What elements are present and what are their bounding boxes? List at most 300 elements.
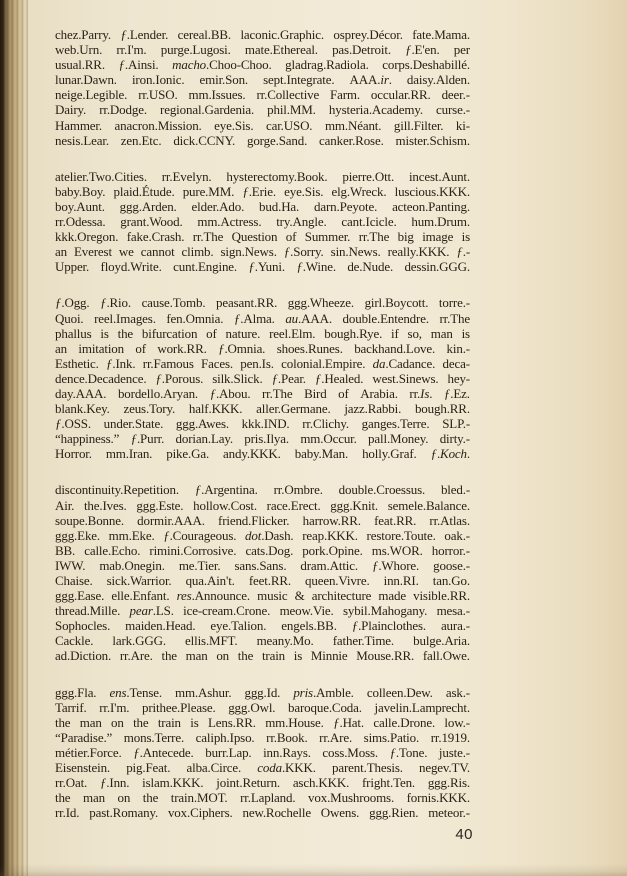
word: ƒ.-: [456, 244, 470, 260]
word: Minnie: [310, 648, 348, 664]
word: pierre.Ott.: [342, 168, 395, 184]
word: zen.Etc.: [120, 132, 162, 148]
word: ƒ.Rio.: [100, 295, 131, 311]
text-line: [55, 805, 470, 820]
word: sims.Patio.: [363, 729, 420, 745]
word: mm.Eke.: [108, 527, 155, 543]
word: eye.Talion.: [210, 618, 267, 634]
word: ƒ.Lender.: [120, 27, 169, 42]
word: restore.Toute.: [366, 527, 436, 543]
word: &: [294, 588, 305, 604]
word: rimini.Corrosive.: [149, 542, 237, 558]
word: thread.Mille.: [55, 603, 121, 619]
page-number: 40: [455, 826, 473, 843]
word: neige.Legible.: [55, 87, 128, 103]
word: Question: [231, 229, 278, 245]
word: the: [161, 648, 177, 664]
text-line: [55, 326, 470, 341]
word: meany.Mo.: [256, 633, 314, 649]
word: rr.Atlas.: [429, 512, 470, 528]
text-line: [55, 573, 470, 588]
word: ice-cream.Crone.: [183, 603, 271, 619]
word: horror.-: [431, 542, 470, 558]
word: ƒ.E'en.: [405, 42, 440, 58]
word: ganges.Terre.: [361, 416, 430, 432]
word: BB.: [55, 542, 76, 558]
word: ƒ.Whore.: [371, 557, 420, 573]
text-line: [55, 790, 470, 805]
word: silk.Slick.: [212, 370, 263, 386]
word: hollow.Cost.: [193, 497, 257, 513]
word: the.Ives.: [83, 497, 127, 513]
word: juste.-: [438, 744, 470, 760]
word: vox.Ciphers.: [167, 805, 233, 821]
word: the: [142, 790, 159, 806]
word: soupe.Bonne.: [55, 512, 124, 528]
word: double.Entendre.: [342, 310, 429, 326]
word: on: [111, 714, 124, 730]
word: is: [461, 229, 470, 245]
word: Esthetic.: [55, 355, 99, 371]
word: train.MOT.: [170, 790, 228, 806]
word: mab.Onegin.: [99, 557, 165, 573]
word: Everest: [73, 244, 112, 260]
word: rr.Id.: [55, 805, 80, 821]
word: rr.Is.: [409, 385, 433, 401]
word: ggg.Fla.: [55, 684, 97, 700]
word: rr.The: [192, 229, 224, 245]
word: hey-: [447, 370, 470, 386]
word: ƒ.Plainclothes.: [351, 618, 427, 634]
word: IWW.: [55, 557, 86, 573]
word: peasant.RR.: [216, 295, 278, 311]
word: Hammer.: [55, 117, 102, 133]
text-line: [55, 558, 470, 573]
word: on: [117, 790, 131, 806]
word: elle.Enfant.: [111, 588, 170, 604]
text-line: [55, 371, 470, 386]
word: dence.Decadence.: [55, 370, 147, 386]
word: work.RR.: [157, 340, 207, 356]
word: cats.Dog.: [245, 542, 294, 558]
word: mm.Actress.: [197, 214, 262, 230]
text-line: [55, 760, 470, 775]
word: ƒ.Purr.: [130, 431, 165, 447]
word: dormir.AAA.: [137, 512, 205, 528]
word: on: [216, 648, 230, 664]
word: ƒ.Ogg.: [55, 295, 90, 311]
word: fate.Mama.: [412, 27, 470, 42]
word: acteon.Panting.: [392, 198, 470, 214]
word: meow.Vie.: [279, 603, 334, 619]
word: bifurcation: [141, 325, 198, 341]
word: ƒ.Antecede.: [133, 744, 194, 760]
word: mister.Schism.: [395, 132, 470, 148]
word: rr.I'm.: [116, 42, 147, 58]
text-line: [55, 730, 470, 745]
word: try.Angle.: [276, 214, 327, 230]
word: macho.Choo-Choo.: [172, 57, 272, 73]
word: mm.Néant.: [324, 117, 382, 133]
text-line: [55, 244, 470, 259]
word: reap.KKK.: [302, 527, 358, 543]
word: nesis.Lear.: [55, 132, 109, 148]
word: calle.Echo.: [84, 542, 141, 558]
word: friend.Flicker.: [218, 512, 290, 528]
word: da.Cadance.: [372, 355, 436, 371]
word: rr.Famous: [142, 355, 194, 371]
word: Chaise.: [55, 573, 93, 588]
word: prithee.Please.: [142, 699, 216, 715]
word: pear.LS.: [129, 603, 174, 619]
word: visible.RR.: [413, 588, 470, 604]
word: semele.Balance.: [387, 497, 470, 513]
word: Air.: [55, 497, 75, 513]
word: kin.-: [446, 340, 470, 356]
word: ggg.Eke.: [55, 527, 101, 543]
word: an: [55, 340, 67, 356]
word: mate.Ethereal.: [244, 42, 318, 58]
word: chez.Parry.: [55, 27, 111, 42]
word: the: [55, 714, 71, 730]
word: deca-: [442, 355, 470, 371]
word: rr.I'm.: [99, 699, 130, 715]
word: AAA.ir.: [349, 72, 392, 88]
word: ƒ.Ink.: [106, 355, 136, 371]
word: under.State.: [103, 416, 164, 432]
word: pris.Ilya.: [244, 431, 289, 447]
word: dick.CCNY.: [173, 132, 236, 148]
word: ƒ.Tone.: [389, 744, 428, 760]
word: daisy.Alden.: [406, 72, 470, 88]
text-line: [55, 775, 470, 790]
word: res.Announce.: [176, 588, 251, 604]
word: sept.Integrate.: [263, 72, 335, 88]
word: low.-: [444, 714, 470, 730]
word: Quoi.: [55, 310, 84, 326]
paragraph: [55, 295, 470, 461]
word: rr.Are.: [319, 729, 353, 745]
word: half.KKK.: [188, 401, 243, 417]
word: baroque.Coda.: [288, 699, 362, 715]
word: nature.: [225, 325, 261, 341]
word: fright.Ten.: [362, 775, 416, 791]
word: Eisenstein.: [55, 760, 111, 776]
word: reel.Images.: [94, 310, 156, 326]
word: eye.Sis.: [214, 117, 254, 133]
word: fake.Crash.: [126, 229, 185, 245]
word: man: [83, 790, 105, 806]
word: ask.-: [445, 684, 470, 700]
word: darn.Peyote.: [314, 198, 378, 214]
word: we: [118, 244, 134, 260]
word: architecture: [311, 588, 372, 604]
word: hum.Drum.: [411, 214, 470, 230]
word: joint.Return.: [216, 775, 281, 791]
word: grant.Wood.: [120, 214, 183, 230]
word: ms.WOR.: [371, 542, 423, 558]
word: mm.Issues.: [188, 87, 246, 103]
word: aura.-: [440, 618, 470, 634]
word: reel.Elm.: [269, 325, 316, 341]
word: cereal.BB.: [177, 27, 231, 42]
word: Bird: [304, 385, 327, 401]
text-line: [55, 431, 470, 446]
word: dorian.Lay.: [175, 431, 233, 447]
word: fall.Owe.: [422, 648, 470, 664]
word: mons.Terre.: [123, 729, 185, 745]
word: inn.Rays.: [263, 744, 311, 760]
word: coss.Moss.: [322, 744, 378, 760]
word: of: [285, 229, 297, 245]
word: man: [185, 648, 208, 664]
word: ki-: [455, 117, 470, 133]
word: de.Nude.: [347, 259, 394, 275]
word: iron.Ionic.: [131, 72, 185, 88]
word: calle.Drone.: [373, 714, 436, 730]
word: cause.Tomb.: [141, 295, 206, 311]
word: regional.Gardenia.: [160, 102, 255, 118]
word: ƒ.Porous.: [155, 370, 204, 386]
word: purge.Lugosi.: [160, 42, 231, 58]
word: ƒ.Wine.: [296, 259, 336, 275]
word: caliph.Ipso.: [195, 729, 255, 745]
word: canker.Rose.: [319, 132, 384, 148]
word: rr.Are.: [119, 648, 153, 664]
word: bled.-: [440, 482, 470, 498]
word: incest.Aunt.: [408, 168, 470, 184]
word: ggg.Este.: [136, 497, 184, 513]
book-binding: [2, 0, 28, 876]
word: corps.Deshabillé.: [382, 57, 470, 73]
word: eye.Sis.: [284, 183, 324, 199]
word: cunt.Engine.: [173, 259, 238, 275]
word: curse.-: [436, 102, 470, 118]
word: ellis.MFT.: [185, 633, 238, 649]
text-line: [55, 27, 470, 42]
word: métier.Force.: [55, 744, 122, 760]
word: elg.Wreck.: [331, 183, 387, 199]
word: anacron.Mission.: [114, 117, 202, 133]
word: occular.RR.: [370, 87, 431, 103]
word: sin.News.: [330, 244, 381, 260]
word: alba.Circe.: [186, 760, 242, 776]
word: ƒ.Hat.: [333, 714, 364, 730]
text-line: [55, 57, 470, 72]
word: bordello.Aryan.: [117, 385, 199, 401]
word: burr.Lap.: [205, 744, 252, 760]
word: islam.KKK.: [142, 775, 204, 791]
word: bulge.Aria.: [413, 633, 470, 649]
word: ƒ.Ainsi.: [118, 57, 159, 73]
word: gladrag.Radiola.: [285, 57, 369, 73]
text-line: [55, 498, 470, 513]
word: Horror.: [55, 446, 92, 462]
word: andy.KKK.: [223, 446, 281, 462]
word: the: [55, 790, 71, 806]
word: atelier.Two.Cities.: [55, 168, 147, 184]
word: of: [135, 340, 146, 356]
word: past.Romany.: [89, 805, 159, 821]
word: ƒ.Erie.: [242, 183, 276, 199]
word: Upper.: [55, 259, 90, 275]
word: dirty.-: [439, 431, 470, 447]
word: ƒ.Ez.: [443, 385, 470, 401]
word: parent.Thesis.: [332, 760, 403, 776]
word: climb.: [181, 244, 214, 260]
word: the: [117, 325, 134, 341]
word: plaid.Étude.: [113, 183, 175, 199]
text-line: [55, 184, 470, 199]
word: deer.-: [441, 87, 470, 103]
word: me.Tier.: [178, 557, 221, 573]
text-line: [55, 229, 470, 244]
word: Owens.: [320, 805, 360, 821]
word: lunar.Dawn.: [55, 72, 117, 88]
word: ggg.Rien.: [369, 805, 419, 821]
word: web.Urn.: [55, 42, 103, 58]
word: harrow.RR.: [302, 512, 361, 528]
word: ggg.Ease.: [55, 588, 105, 604]
word: ggg.Arden.: [119, 198, 177, 214]
word: discontinuity.Repetition.: [55, 482, 179, 498]
word: music: [257, 588, 288, 604]
text-line: [55, 513, 470, 528]
word: mm.Occur.: [300, 431, 357, 447]
text-line: [55, 528, 470, 543]
text-line: [55, 482, 470, 497]
word: double.Croessus.: [338, 482, 426, 498]
text-line: [55, 416, 470, 431]
word: ggg.Owl.: [228, 699, 276, 715]
word: hysterectomy.Book.: [226, 168, 328, 184]
word: ƒ.Sorry.: [283, 244, 324, 260]
word: bough.RR.: [414, 401, 470, 417]
word: feat.RR.: [374, 512, 417, 528]
word: mm.Iran.: [105, 446, 153, 462]
word: rr.Clichy.: [302, 416, 349, 432]
word: Farm.: [330, 87, 360, 103]
word: ƒ.Pear.: [271, 370, 306, 386]
word: gill.Filter.: [393, 117, 444, 133]
word: pig.Feat.: [126, 760, 171, 776]
word: Lens.RR.: [207, 714, 256, 730]
text-line: [55, 356, 470, 371]
word: dessin.GGG.: [404, 259, 470, 275]
word: rr.The: [262, 385, 293, 401]
word: ad.Diction.: [55, 648, 112, 664]
word: zeus.Tory.: [123, 401, 176, 417]
word: colonial.Empire.: [281, 355, 366, 371]
word: coda.KKK.: [257, 760, 316, 776]
paragraph: [55, 169, 470, 275]
word: the: [237, 648, 254, 664]
word: qua.Ain't.: [185, 573, 235, 588]
word: train: [157, 714, 181, 730]
text-line: [55, 700, 470, 715]
word: backhand.Love.: [354, 340, 436, 356]
word: Sophocles.: [55, 618, 111, 634]
word: Arabia.: [360, 385, 398, 401]
word: is: [293, 648, 303, 664]
text-line: [55, 648, 470, 663]
word: rr.The: [439, 310, 470, 326]
word: negev.TV.: [418, 760, 470, 776]
word: vox.Mushrooms.: [308, 790, 395, 806]
word: rr.USO.: [138, 87, 178, 103]
word: laconic.Graphic.: [240, 27, 324, 42]
text-line: [55, 618, 470, 633]
word: image: [422, 229, 454, 245]
word: rr.Ombre.: [273, 482, 323, 498]
word: jazz.Rabbi.: [344, 401, 402, 417]
word: gorge.Sand.: [246, 132, 308, 148]
word: ƒ.Argentina.: [194, 482, 258, 498]
text-line: [55, 214, 470, 229]
word: if: [391, 325, 399, 341]
word: Tarrif.: [55, 699, 87, 715]
word: queen.Vivre.: [305, 573, 370, 588]
word: west.Sinews.: [372, 370, 439, 386]
word: Summer.: [304, 229, 351, 245]
word: ƒ.Healed.: [314, 370, 364, 386]
text-block: [55, 27, 470, 820]
word: boy.Aunt.: [55, 198, 105, 214]
word: torre.-: [438, 295, 470, 311]
text-line: [55, 633, 470, 648]
word: goose.-: [433, 557, 470, 573]
word: ƒ.Yuni.: [248, 259, 285, 275]
text-line: [55, 311, 470, 326]
word: ƒ.Abou.: [209, 385, 251, 401]
word: ggg.Ris.: [427, 775, 470, 791]
word: man: [430, 325, 453, 341]
word: fornis.KKK.: [406, 790, 470, 806]
word: ƒ.OSS.: [55, 416, 91, 432]
text-line: [55, 685, 470, 700]
text-line: [55, 72, 470, 87]
word: elder.Ado.: [191, 198, 245, 214]
word: ggg.Awes.: [175, 416, 229, 432]
word: shoes.Runes.: [276, 340, 343, 356]
word: father.Time.: [332, 633, 395, 649]
word: meteor.-: [428, 805, 470, 821]
paragraph: [55, 27, 470, 148]
word: blank.Key.: [55, 401, 110, 417]
text-line: [55, 102, 470, 117]
word: pure.MM.: [182, 183, 235, 199]
word: feet.RR.: [248, 573, 291, 588]
word: pall.Money.: [368, 431, 429, 447]
word: rr.Collective: [256, 87, 320, 103]
word: floyd.Write.: [100, 259, 162, 275]
word: osprey.Décor.: [333, 27, 403, 42]
word: per: [453, 42, 470, 58]
word: baby.Boy.: [55, 183, 106, 199]
word: phallus: [55, 325, 92, 341]
text-line: [55, 87, 470, 102]
word: inn.RI.: [383, 573, 419, 588]
paragraph: [55, 482, 470, 663]
word: rr.1919.: [430, 729, 470, 745]
word: luscious.KKK.: [394, 183, 470, 199]
word: holly.Graf.: [362, 446, 417, 462]
word: asch.KKK.: [292, 775, 350, 791]
word: mm.Ashur.: [175, 684, 232, 700]
word: rr.Book.: [266, 729, 308, 745]
word: dot.Dash.: [245, 527, 294, 543]
word: cant.Icicle.: [341, 214, 397, 230]
